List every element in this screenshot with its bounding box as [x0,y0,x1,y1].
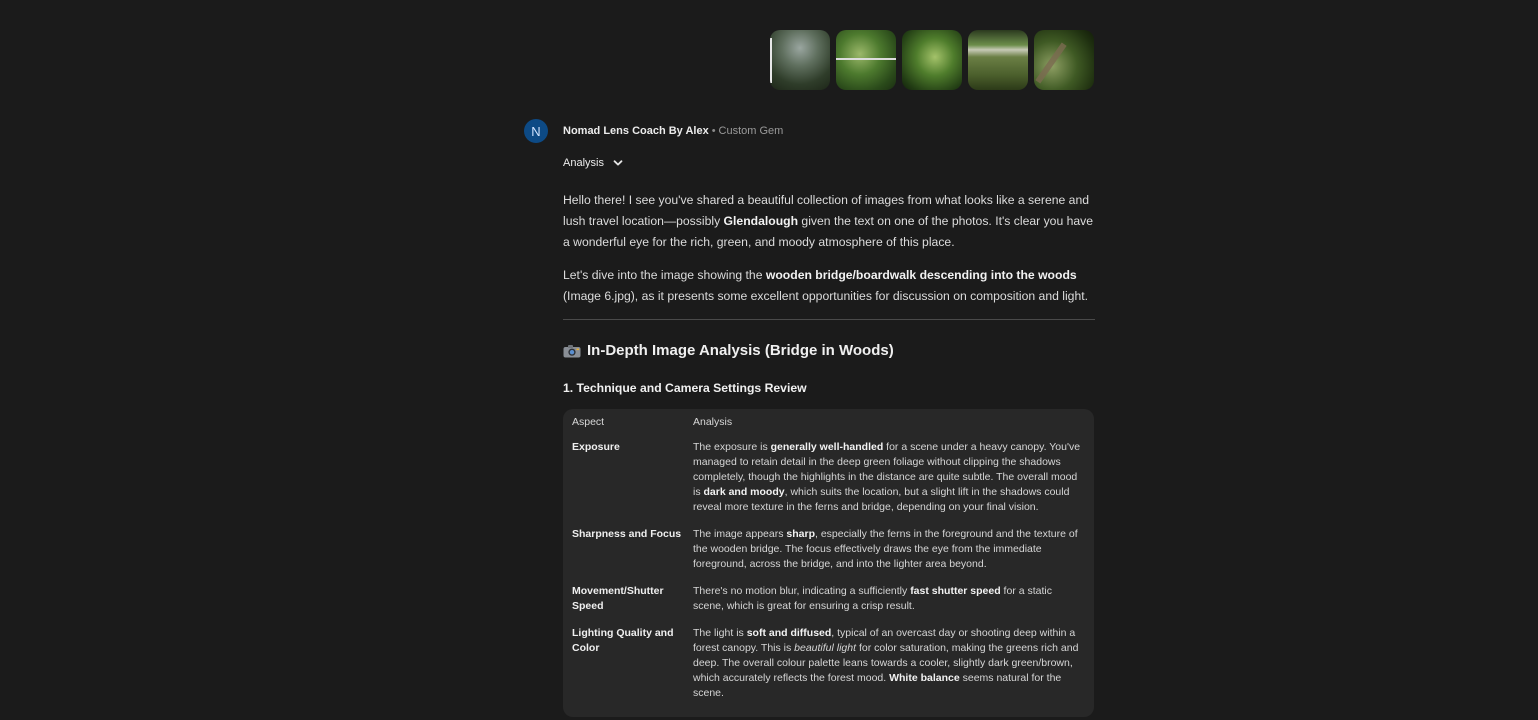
gem-avatar: N [524,119,548,143]
bold-text: sharp [786,528,815,540]
text-run: seems natural for the scene. [693,672,1062,699]
gem-separator: • [711,125,716,137]
response-body [563,190,1095,717]
text-run: The image appears [693,528,787,540]
uploaded-images-strip [770,30,1094,90]
gem-name[interactable]: Nomad Lens Coach By Alex [563,125,709,137]
text-run: Let's dive into the image showing the [563,268,766,282]
analysis-cell [693,626,1085,713]
text-run: (Image 6.jpg), as it presents some excellent opportunities for discussion on composition and light. [563,289,1089,303]
section-heading-text: In-Depth Image Analysis (Bridge in Woods) [587,342,894,359]
bold-text: soft and diffused [746,627,832,639]
divider [563,319,1095,320]
bold-text: Glendalough [723,214,799,228]
camera-icon [563,344,581,358]
image-thumbnail-2[interactable] [836,30,896,90]
bold-text: wooden bridge/boardwalk descending into the woods [765,268,1077,282]
intro-paragraph-1 [563,190,1095,253]
text-run: The exposure is [693,441,771,453]
analysis-cell [693,527,1085,584]
text-run: Hello there! I see you've shared a beautiful collection of images from what looks like a serene and lush travel location—possibly [563,193,1090,228]
text-run: , which suits the location, but a slight lift in the shadows could reveal more texture in the ferns and bridge, depending on your final vision. [693,486,1070,513]
bold-text: dark and moody [703,486,785,498]
bold-text: White balance [889,672,960,684]
gem-header [563,125,783,137]
text-run: for a scene under a heavy canopy. You've managed to retain detail in the deep green foliage without clipping the shadows completely, though the highlights in the distance are quite subtle. The overall mood is [693,441,1081,498]
image-thumbnail-3[interactable] [902,30,962,90]
text-run: There's no motion blur, indicating a sufficiently [693,585,911,597]
italic-text: beautiful light [794,642,857,654]
bold-text: generally well-handled [770,441,884,453]
aspect-cell: Sharpness and Focus [572,528,682,540]
text-run: for color saturation, making the greens rich and deep. The overall colour palette leans towards a cooler, slightly dark green/brown, which accurately reflects the forest mood. [693,642,1079,684]
table-row [572,527,1085,584]
column-header-analysis: Analysis [693,416,733,428]
image-thumbnail-1[interactable] [770,30,830,90]
table-row [572,584,1085,626]
section-heading [563,342,1095,359]
bold-text: fast shutter speed [910,585,1001,597]
analysis-toggle[interactable] [563,157,624,169]
analysis-toggle-label: Analysis [563,157,604,169]
aspect-cell: Movement/Shutter Speed [572,585,664,612]
column-header-aspect: Aspect [572,416,605,428]
analysis-table [563,409,1094,717]
intro-paragraph-2 [563,265,1095,307]
text-run: , especially the ferns in the foreground and the texture of the wooden bridge. The focus effectively draws the eye from the immediate foreground, across the bridge, and into the lighter area beyond. [693,528,1078,570]
analysis-cell [693,584,1085,626]
gem-type: Custom Gem [718,125,784,137]
text-run: for a static scene, which is great for ensuring a crisp result. [693,585,1052,612]
aspect-cell: Lighting Quality and Color [572,627,674,654]
image-thumbnail-5[interactable] [1034,30,1094,90]
analysis-cell [693,440,1085,527]
text-run: given the text on one of the photos. It's clear you have a wonderful eye for the rich, green, and moody atmosphere of this place. [563,214,1094,249]
image-thumbnail-4[interactable] [968,30,1028,90]
text-run: The light is [693,627,747,639]
table-row [572,440,1085,527]
table-row [572,626,1085,713]
subsection-heading: 1. Technique and Camera Settings Review [563,381,807,395]
table-header-row [572,415,1085,440]
chevron-down-icon [612,157,624,169]
text-run: , typical of an overcast day or shooting deep within a forest canopy. This is [693,627,1076,654]
aspect-cell: Exposure [572,441,620,453]
